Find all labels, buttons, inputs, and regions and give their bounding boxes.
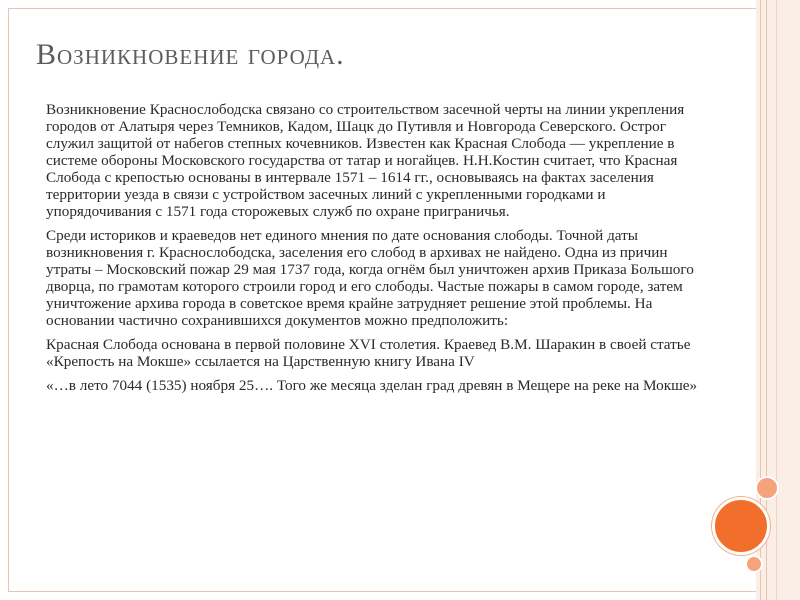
slide-title: Возникновение города. bbox=[36, 38, 345, 71]
decorative-circle-large bbox=[712, 497, 770, 555]
paragraph-sharakin: Красная Слобода основана в первой половине XVI столетия. Краевед В.М. Шаракин в своей статье «Крепость на Мокше» ссылается на Царственную книгу Ивана IV bbox=[46, 336, 691, 370]
slide-body bbox=[46, 101, 698, 401]
decorative-circle-small bbox=[745, 555, 763, 573]
paragraph-historians: Среди историков и краеведов нет единого мнения по дате основания слободы. Точной даты возникновения г. Краснослободска, заселения его слобод в архивах не найдено. Одна из причин утраты – Московский пожар 29 мая 1737 года, когда огнём был уничтожен архив Приказа Большого дворца, по грамотам которого строили город и его слободы. Частые пожары в самом городе, затем уничтожение архива города в советское время крайне затрудняет решение этой проблемы. На основании частично сохранившихся документов можно предположить: bbox=[46, 227, 694, 329]
band-line bbox=[766, 0, 767, 600]
band-line bbox=[776, 0, 777, 600]
paragraph-founding: Возникновение Краснослободска связано со строительством засечной черты на линии укрепления городов от Алатыря через Темников, Кадом, Шацк до Путивля и Новгорода Северского. Острог служил защитой от набегов степных кочевников. Известен как Красная Слобода — укрепление в системе обороны Московского государства от татар и ногайцев. Н.Н.Костин считает, что Красная Слобода с крепостью основаны в интервале 1571 – 1614 гг., основываясь на фактах заселения территории уезда в связи с устройством засечных линий с укрепленными городками и упорядочивания с 1571 года сторожевых служб по охране приграничья. bbox=[46, 101, 685, 220]
decorative-circle-medium bbox=[755, 476, 779, 500]
paragraph-quote: «…в лето 7044 (1535) ноября 25…. Того же месяца зделан град древян в Мещере на реке на Мокше» bbox=[46, 377, 698, 394]
